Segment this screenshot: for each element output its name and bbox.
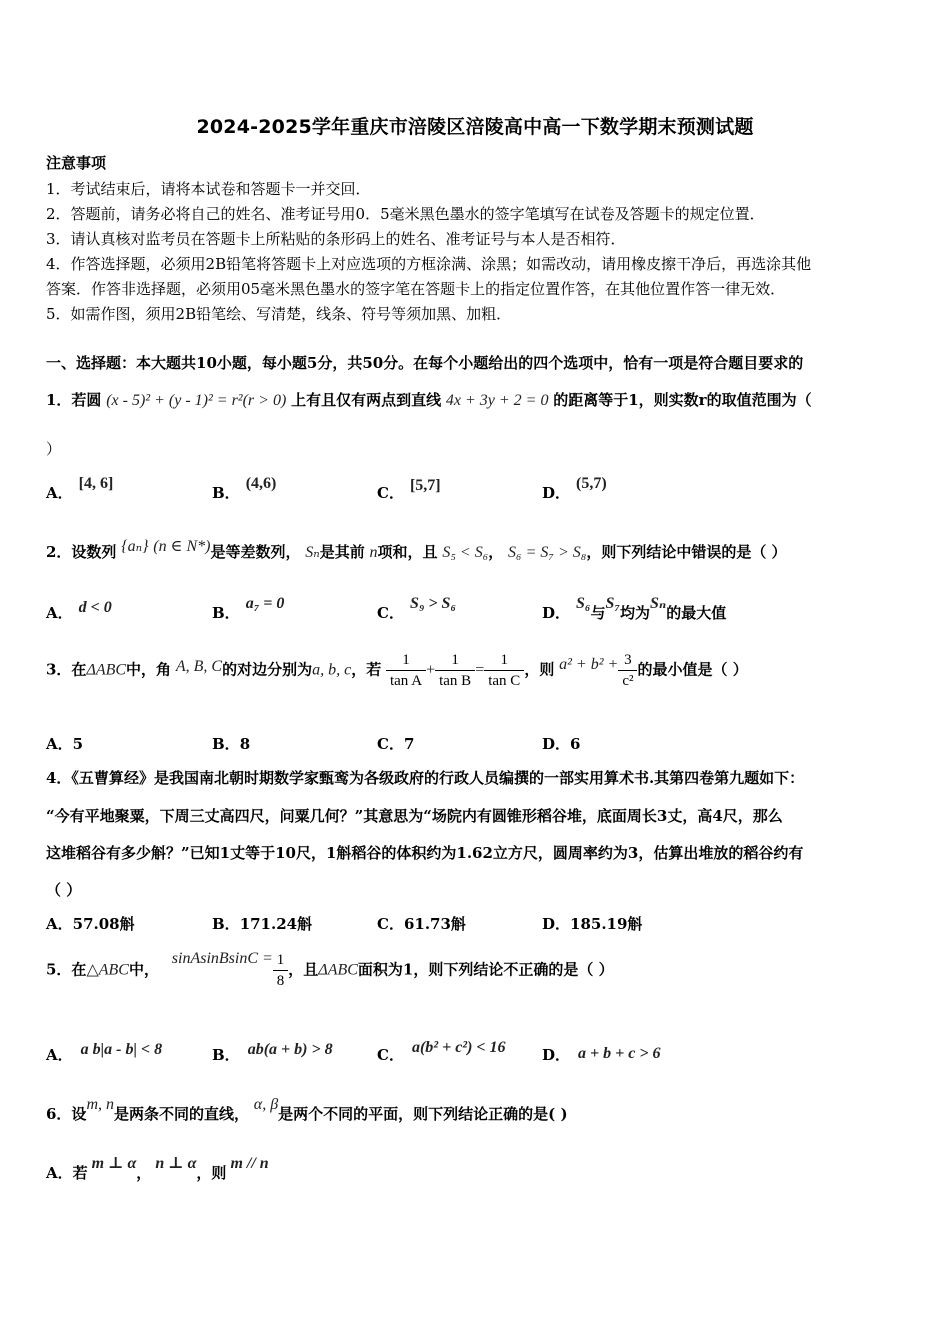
q1-circle-eq: (x - 5)² + (y - 1)² = r²(r > 0) xyxy=(106,392,287,409)
q2-option-c: C．S₉ > S₆ xyxy=(377,595,457,622)
q3-option-d: D．6 xyxy=(542,735,581,753)
q1-option-b: B．(4,6) xyxy=(212,475,277,502)
q3-option-b: B．8 xyxy=(212,735,251,753)
section-heading: 一、选择题：本大题共10小题，每小题5分，共50分。在每个小题给出的四个选项中，恰有一项是符合题目要求的 xyxy=(46,354,804,372)
q5-option-b: B． ab(a + b) > 8 xyxy=(212,1041,333,1064)
question-4-line: 4．《五曹算经》是我国南北朝时期数学家甄鸾为各级政府的行政人员编撰的一部实用算术书.其第四卷第九题如下： xyxy=(46,769,805,787)
q4-option-c: C．61.73斛 xyxy=(377,915,466,933)
q1-close-paren: ） xyxy=(46,440,62,458)
fraction: $\frac{1}{\text{tan A}}$ xyxy=(386,650,426,691)
fraction: $\frac{3}{\text{c²}}$ xyxy=(618,650,637,691)
fraction: $\frac{1}{8}$ xyxy=(273,950,289,991)
q3-option-a: A．5 xyxy=(46,735,84,753)
notice-item: 5．如需作图，须用2B铅笔绘、写清楚，线条、符号等须加黑、加粗． xyxy=(46,305,512,323)
q6-option-a: A．若m ⊥ α，n ⊥ α，则m // n xyxy=(46,1155,269,1182)
q3-option-c: C．7 xyxy=(377,735,415,753)
q5-option-d: D． a + b + c > 6 xyxy=(542,1045,661,1064)
q2-option-d: D．S₆与S₇均为Sₙ的最大值 xyxy=(542,595,727,622)
q4-option-a: A．57.08斛 xyxy=(46,915,135,933)
q1-option-c: C． [5,7] xyxy=(377,477,441,502)
question-1 xyxy=(46,389,812,410)
q5-option-a: A． a b|a - b| < 8 xyxy=(46,1041,163,1064)
fraction: $\frac{1}{\text{tan B}}$ xyxy=(435,650,475,691)
fraction: $\frac{1}{\text{tan C}}$ xyxy=(484,650,524,691)
notice-item: 4．作答选择题，必须用2B铅笔将答题卡上对应选项的方框涂满、涂黑；如需改动，请用橡皮擦干净后，再选涂其他 xyxy=(46,255,812,273)
q1-num: 1．若圆 xyxy=(46,391,102,409)
q2-option-a: A． d < 0 xyxy=(46,599,112,622)
q1-option-a: A．[4, 6] xyxy=(46,475,114,502)
question-4-line: （ ） xyxy=(46,881,82,899)
page-title: 2024-2025学年重庆市涪陵区涪陵高中高一下数学期末预测试题 xyxy=(196,116,754,138)
question-4-line: “今有平地聚粟，下周三丈高四尺，问粟几何？”其意思为“场院内有圆锥形稻谷堆，底面周长3丈，高4尺，那么 xyxy=(46,807,783,825)
question-5: 5．在△ABC中， sinAsinBsinC = $\frac{1}{8}$ ，且ΔABC面积为1，则下列结论不正确的是（ ） xyxy=(46,949,614,989)
notice-heading: 注意事项 xyxy=(46,154,107,172)
question-3: 3．在ΔABC中，角 A, B, C的对边分别为a, b, c，若 $\frac{1}{\text{tan A}}$ + $\frac{1}{\text{tan B}}$ = $\frac{1}{\text{tan C}}$ ，则 a² + b² + $\frac{3}{\text{c²}}$ 的最小值是（ ） xyxy=(46,652,748,689)
question-2: 2．设数列 {aₙ} (n ∈ N*)是等差数列， Sₙ是其前 n项和，且 S₅ < S₆， S₆ = S₇ > S₈，则下列结论中错误的是（ ） xyxy=(46,538,787,561)
q1-line-eq: 4x + 3y + 2 = 0 xyxy=(445,392,549,409)
notice-item: 1．考试结束后，请将本试卷和答题卡一并交回． xyxy=(46,180,371,198)
notice-item: 答案．作答非选择题，必须用05毫米黑色墨水的签字笔在答题卡上的指定位置作答，在其他位置作答一律无效． xyxy=(46,280,786,298)
question-6: 6．设m, n是两条不同的直线， α, β是两个不同的平面，则下列结论正确的是( ) xyxy=(46,1096,568,1123)
q4-option-d: D．185.19斛 xyxy=(542,915,643,933)
q1-text: 的距离等于1，则实数r的取值范围为（ xyxy=(553,391,812,409)
notice-item: 2．答题前，请务必将自己的姓名、准考证号用0．5毫米黑色墨水的签字笔填写在试卷及答题卡的规定位置． xyxy=(46,205,765,223)
q1-option-d: D．(5,7) xyxy=(542,475,607,502)
q5-option-c: C． a(b² + c²) < 16 xyxy=(377,1039,506,1064)
notice-item: 3．请认真核对监考员在答题卡上所粘贴的条形码上的姓名、准考证号与本人是否相符． xyxy=(46,230,626,248)
question-4-line: 这堆稻谷有多少斛？”已知1丈等于10尺，1斛稻谷的体积约为1.62立方尺，圆周率约为3，估算出堆放的稻谷约有 xyxy=(46,844,804,862)
q4-option-b: B．171.24斛 xyxy=(212,915,313,933)
q1-text: 上有且仅有两点到直线 xyxy=(291,391,442,409)
q2-option-b: B．a₇ = 0 xyxy=(212,595,285,622)
